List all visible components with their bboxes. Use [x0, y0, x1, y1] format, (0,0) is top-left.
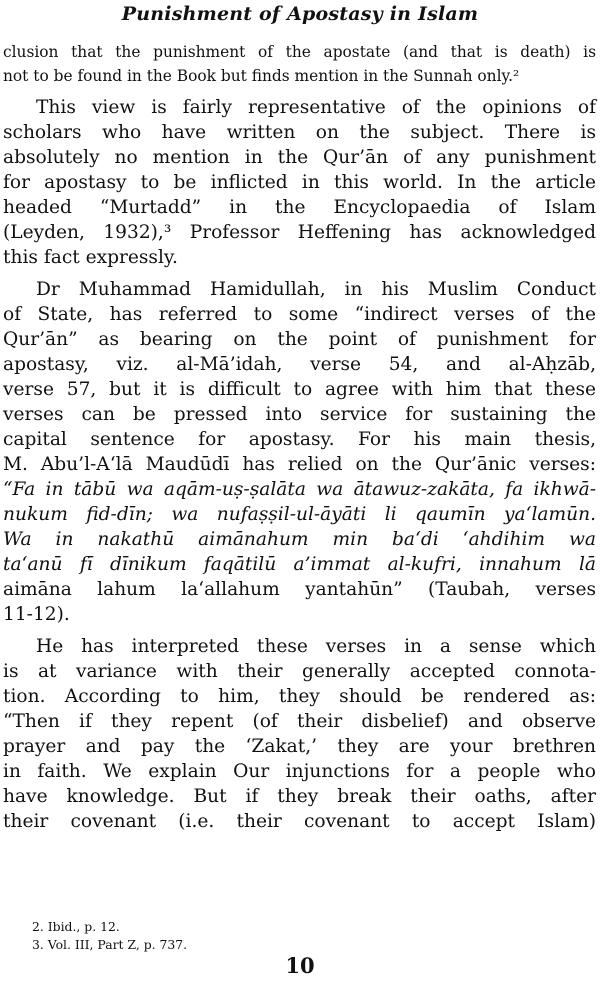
- paragraph-continuation: [3, 40, 596, 88]
- text-line: 11-12).: [3, 604, 70, 625]
- text-line: aimāna lahum la‘allahum yantahūn” (Taubah, verses: [3, 579, 596, 600]
- text-line: nukum fid-dīn; wa nufaṣṣil-ul-āyāti li qaumīn ya‘lamūn.: [3, 504, 596, 525]
- text-line: This view is fairly representative of the opinions of: [36, 97, 596, 118]
- text-line: their covenant (i.e. their covenant to accept Islam): [3, 811, 596, 832]
- text-line: have knowledge. But if they break their oaths, after: [3, 786, 596, 807]
- text-line: absolutely no mention in the Qur’ān of any punishment: [3, 147, 596, 168]
- text-line: of State, has referred to some “indirect verses of the: [3, 304, 596, 325]
- text-line: headed “Murtadd” in the Encyclopaedia of Islam: [3, 197, 596, 218]
- text-line: Qur’ān” as bearing on the point of punishment for: [3, 329, 596, 350]
- footnote: 2. Ibid., p. 12.: [32, 919, 120, 934]
- text-line: “Fa in tābū wa aqām-uṣ-ṣalāta wa ātawuz-zakāta, fa ikhwā-: [3, 479, 596, 500]
- footnotes: [32, 918, 187, 954]
- text-line: “Then if they repent (of their disbelief) and observe: [3, 711, 596, 732]
- body-text: [3, 40, 596, 834]
- text-line: clusion that the punishment of the apostate (and that is death) is: [3, 43, 596, 61]
- paragraph: [3, 634, 596, 834]
- paragraph: [3, 277, 596, 627]
- text-line: tion. According to him, they should be rendered as:: [3, 686, 596, 707]
- text-line: is at variance with their generally accepted connota-: [3, 661, 596, 682]
- text-line: for apostasy to be inflicted in this world. In the article: [3, 172, 596, 193]
- text-line: in faith. We explain Our injunctions for a people who: [3, 761, 596, 782]
- text-line: prayer and pay the ‘Zakat,’ they are your brethren: [3, 736, 596, 757]
- page-number: 10: [285, 953, 315, 978]
- text-line: M. Abu’l-A‘lā Maudūdī has relied on the Qur’ānic verses:: [3, 454, 596, 475]
- text-line: Dr Muhammad Hamidullah, in his Muslim Conduct: [36, 279, 596, 300]
- text-line: capital sentence for apostasy. For his main thesis,: [3, 429, 596, 450]
- text-line: verses can be pressed into service for sustaining the: [3, 404, 596, 425]
- text-line: verse 57, but it is difficult to agree with him that these: [3, 379, 596, 400]
- text-line: not to be found in the Book but finds mention in the Sunnah only.²: [3, 67, 520, 85]
- text-line: Wa in nakathū aimānahum min ba‘di ‘ahdihim wa: [3, 529, 596, 550]
- text-line: apostasy, viz. al-Mā’idah, verse 54, and al-Aḥzāb,: [3, 354, 596, 375]
- text-line: scholars who have written on the subject. There is: [3, 122, 596, 143]
- running-head: Punishment of Apostasy in Islam: [121, 3, 479, 25]
- paragraph: [3, 95, 596, 270]
- text-line: He has interpreted these verses in a sense which: [36, 636, 596, 657]
- text-line: ta‘anū fī dīnikum faqātilū a’immat al-kufri, innahum lā: [3, 554, 596, 575]
- text-line: (Leyden, 1932),³ Professor Heffening has acknowledged: [3, 222, 596, 243]
- footnote: 3. Vol. III, Part Z, p. 737.: [32, 937, 188, 952]
- text-line: this fact expressly.: [3, 247, 178, 268]
